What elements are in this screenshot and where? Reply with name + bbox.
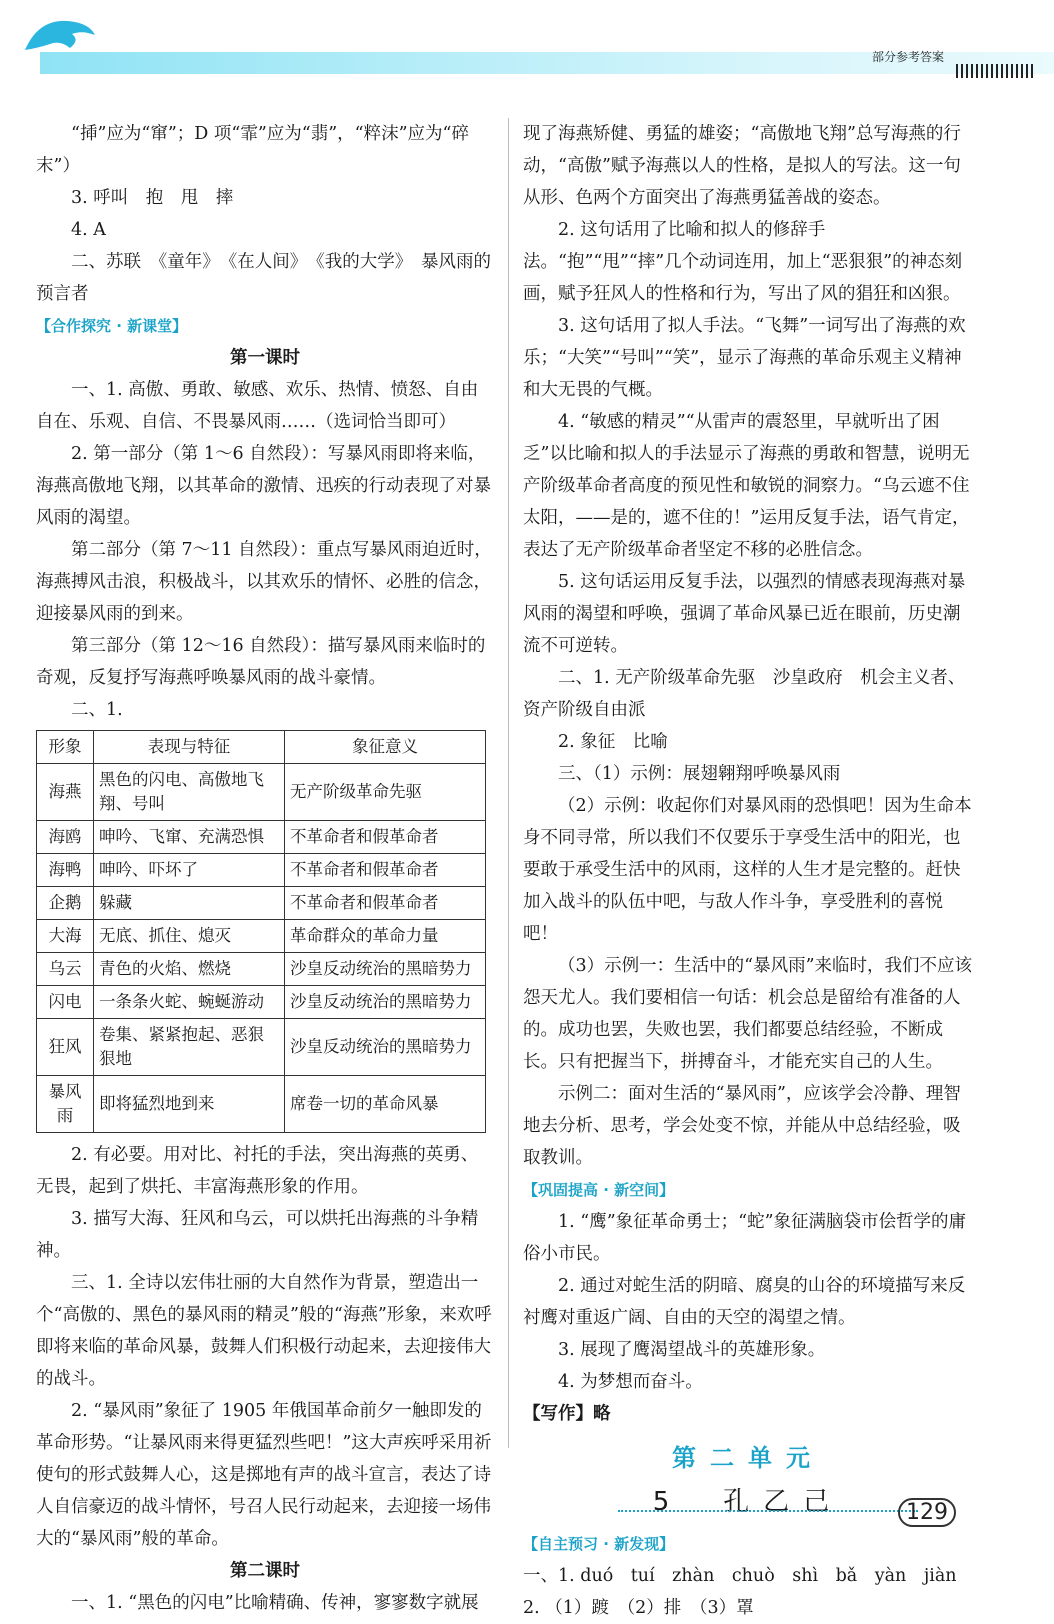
table-header: 表现与特征 bbox=[94, 731, 285, 764]
paragraph: 3. 展现了鹰渴望战斗的英雄形象。 bbox=[558, 1340, 826, 1360]
table-row bbox=[37, 854, 486, 887]
page-number: 129 bbox=[898, 1498, 956, 1527]
table-cell: 大海 bbox=[37, 920, 94, 953]
footer-dotted-line bbox=[618, 1510, 918, 1514]
table-cell: 不革命者和假革命者 bbox=[285, 854, 486, 887]
paragraph: 3. 描写大海、狂风和乌云，可以烘托出海燕的斗争精神。 bbox=[36, 1209, 479, 1261]
lesson-heading: 第二课时 bbox=[230, 1561, 300, 1581]
lesson-heading: 第一课时 bbox=[230, 348, 300, 368]
table-cell: 海鸥 bbox=[37, 821, 94, 854]
barcode-decoration-icon bbox=[956, 64, 1036, 78]
table-cell: 席卷一切的革命风暴 bbox=[285, 1076, 486, 1133]
paragraph: 2. 这句话用了比喻和拟人的修辞手法。“抱”“甩”“摔”几个动词连用，加上“恶狠狠”的神态刻画，赋予狂风人的性格和行为，写出了风的猖狂和凶狠。 bbox=[523, 220, 963, 304]
paragraph: 3. 这句话用了拟人手法。“飞舞”一词写出了海燕的欢乐；“大笑”“号叫”“笑”，显示了海燕的革命乐观主义精神和大无畏的气概。 bbox=[523, 316, 966, 400]
section-label: 【合作探究 · 新课堂】 bbox=[36, 317, 188, 335]
table-cell: 无底、抓住、熄灭 bbox=[94, 920, 285, 953]
paragraph: 2. 象征 比喻 bbox=[558, 732, 668, 752]
pinyin-line: 一、1. duó tuí zhàn chuò shì bǎ yàn jiàn bbox=[523, 1566, 957, 1586]
paragraph: 二、1. bbox=[71, 700, 123, 720]
table-cell: 海鸭 bbox=[37, 854, 94, 887]
table-row bbox=[37, 1019, 486, 1076]
table-cell: 沙皇反动统治的黑暗势力 bbox=[285, 1019, 486, 1076]
left-column bbox=[36, 118, 494, 1619]
table-row bbox=[37, 764, 486, 821]
table-cell: 呻吟、吓坏了 bbox=[94, 854, 285, 887]
table-cell: 卷集、紧紧抱起、恶狠狠地 bbox=[94, 1019, 285, 1076]
unit-title: 第二单元 bbox=[672, 1444, 824, 1472]
text-line: 2. （1）踱 （2）排 （3）罩 bbox=[523, 1598, 754, 1618]
paragraph: 二、1. 无产阶级革命先驱 沙皇政府 机会主义者、资产阶级自由派 bbox=[523, 668, 966, 720]
table-cell: 海燕 bbox=[37, 764, 94, 821]
table-cell: 沙皇反动统治的黑暗势力 bbox=[285, 953, 486, 986]
table-cell: 躲藏 bbox=[94, 887, 285, 920]
symbol-table bbox=[36, 730, 486, 1133]
table-cell: 暴风雨 bbox=[37, 1076, 94, 1133]
paragraph: 三、1. 全诗以宏伟壮丽的大自然作为背景，塑造出一个“高傲的、黑色的暴风雨的精灵”般的“海燕”形象，来欢呼即将来临的革命风暴，鼓舞人们积极行动起来，去迎接伟大的战斗。 bbox=[36, 1273, 492, 1389]
table-cell: 呻吟、飞窜、充满恐惧 bbox=[94, 821, 285, 854]
table-header-row bbox=[37, 731, 486, 764]
paragraph: 2. 第一部分（第 1～6 自然段）：写暴风雨即将来临，海燕高傲地飞翔，以其革命的激情、迅疾的行动表现了对暴风雨的渴望。 bbox=[36, 444, 491, 528]
paragraph: 1. “鹰”象征革命勇士；“蛇”象征满脑袋市侩哲学的庸俗小市民。 bbox=[523, 1212, 967, 1264]
table-cell: 乌云 bbox=[37, 953, 94, 986]
table-header: 形象 bbox=[37, 731, 94, 764]
paragraph: 第三部分（第 12～16 自然段）：描写暴风雨来临时的奇观，反复抒写海燕呼唤暴风雨的战斗豪情。 bbox=[36, 636, 486, 688]
table-row bbox=[37, 953, 486, 986]
paragraph: 三、（1）示例：展翅翱翔呼唤暴风雨 bbox=[558, 764, 841, 784]
right-column bbox=[523, 118, 973, 1624]
section-title: 部分参考答案 bbox=[871, 50, 944, 64]
paragraph: 4. 为梦想而奋斗。 bbox=[558, 1372, 703, 1392]
table-row bbox=[37, 920, 486, 953]
paragraph: 第二部分（第 7～11 自然段）：重点写暴风雨迫近时，海燕搏风击浪，积极战斗，以其欢乐的情怀、必胜的信念，迎接暴风雨的到来。 bbox=[36, 540, 492, 624]
paragraph: 4. “敏感的精灵”“从雷声的震怒里，早就听出了困乏”以比喻和拟人的手法显示了海燕的勇敢和智慧，说明无产阶级革命者高度的预见性和敏锐的洞察力。“乌云遮不住太阳，——是的，遮不住的！”运用反复手法，语气肯定，表达了无产阶级革命者坚定不移的必胜信念。 bbox=[523, 412, 970, 560]
paragraph: 2. “暴风雨”象征了 1905 年俄国革命前夕一触即发的革命形势。“让暴风雨来得更猛烈些吧！”这大声疾呼采用祈使句的形式鼓舞人心，这是掷地有声的战斗宣言，表达了诗人自信豪迈的战斗情怀，号召人民行动起来，去迎接一场伟大的“暴风雨”般的革命。 bbox=[36, 1401, 492, 1549]
table-cell: 即将猛烈地到来 bbox=[94, 1076, 285, 1133]
paragraph: 一、1. 高傲、勇敢、敏感、欢乐、热情、愤怒、自由自在、乐观、自信、不畏暴风雨……（选词恰当即可） bbox=[36, 380, 479, 432]
column-divider bbox=[508, 118, 509, 1448]
table-cell: 革命群众的革命力量 bbox=[285, 920, 486, 953]
text-line: 3. 呼叫 抱 甩 摔 bbox=[71, 188, 234, 208]
table-cell: 青色的火焰、燃烧 bbox=[94, 953, 285, 986]
section-label: 【自主预习 · 新发现】 bbox=[523, 1535, 675, 1553]
table-row bbox=[37, 1076, 486, 1133]
table-cell: 一条条火蛇、蜿蜒游动 bbox=[94, 986, 285, 1019]
writing-label: 【写作】略 bbox=[523, 1404, 611, 1424]
table-cell: 企鹅 bbox=[37, 887, 94, 920]
paragraph: （2）示例：收起你们对暴风雨的恐惧吧！因为生命本身不同寻常，所以我们不仅要乐于享受生活中的阳光，也要敢于承受生活中的风雨，这样的人生才是完整的。赶快加入战斗的队伍中吧，与敌人作斗争，享受胜利的喜悦吧！ bbox=[523, 796, 972, 944]
paragraph: 2. 有必要。用对比、衬托的手法，突出海燕的英勇、无畏，起到了烘托、丰富海燕形象的作用。 bbox=[36, 1145, 479, 1197]
table-row bbox=[37, 887, 486, 920]
paragraph: （3）示例一：生活中的“暴风雨”来临时，我们不应该怨天尤人。我们要相信一句话：机会总是留给有准备的人的。成功也罢，失败也罢，我们都要总结经验，不断成长。只有把握当下，拼搏奋斗，才能充实自己的人生。 bbox=[523, 956, 973, 1072]
table-cell: 无产阶级革命先驱 bbox=[285, 764, 486, 821]
table-row bbox=[37, 821, 486, 854]
section-label: 【巩固提高 · 新空间】 bbox=[523, 1181, 675, 1199]
paragraph: 5. 这句话运用反复手法，以强烈的情感表现海燕对暴风雨的渴望和呼唤，强调了革命风暴已近在眼前，历史潮流不可逆转。 bbox=[523, 572, 966, 656]
table-cell: 不革命者和假革命者 bbox=[285, 887, 486, 920]
lesson-title: 5 孔乙己 bbox=[652, 1487, 844, 1517]
text-line: 4. A bbox=[71, 220, 106, 240]
table-row bbox=[37, 986, 486, 1019]
text-line: “揷”应为“窜”；D 项“霏”应为“翡”，“粹沫”应为“碎末”） bbox=[36, 124, 470, 176]
table-cell: 狂风 bbox=[37, 1019, 94, 1076]
table-cell: 沙皇反动统治的黑暗势力 bbox=[285, 986, 486, 1019]
paragraph: 示例二：面对生活的“暴风雨”，应该学会冷静、理智地去分析、思考，学会处变不惊，并能从中总结经验，吸取教训。 bbox=[523, 1084, 961, 1168]
table-cell: 闪电 bbox=[37, 986, 94, 1019]
paragraph: 现了海燕矫健、勇猛的雄姿；“高傲地飞翔”总写海燕的行动，“高傲”赋予海燕以人的性格，是拟人的写法。这一句从形、色两个方面突出了海燕勇猛善战的姿态。 bbox=[523, 124, 961, 208]
text-line: 二、苏联 《童年》 《在人间》 《我的大学》 暴风雨的预言者 bbox=[36, 252, 491, 304]
paragraph: 2. 通过对蛇生活的阴暗、腐臭的山谷的环境描写来反衬鹰对重返广阔、自由的天空的渴望之情。 bbox=[523, 1276, 966, 1328]
table-cell: 黑色的闪电、高傲地飞翔、号叫 bbox=[94, 764, 285, 821]
table-header: 象征意义 bbox=[285, 731, 486, 764]
page-header bbox=[0, 0, 1054, 90]
table-cell: 不革命者和假革命者 bbox=[285, 821, 486, 854]
paragraph: 一、1. “黑色的闪电”比喻精确、传神，寥寥数字就展 bbox=[71, 1593, 479, 1613]
